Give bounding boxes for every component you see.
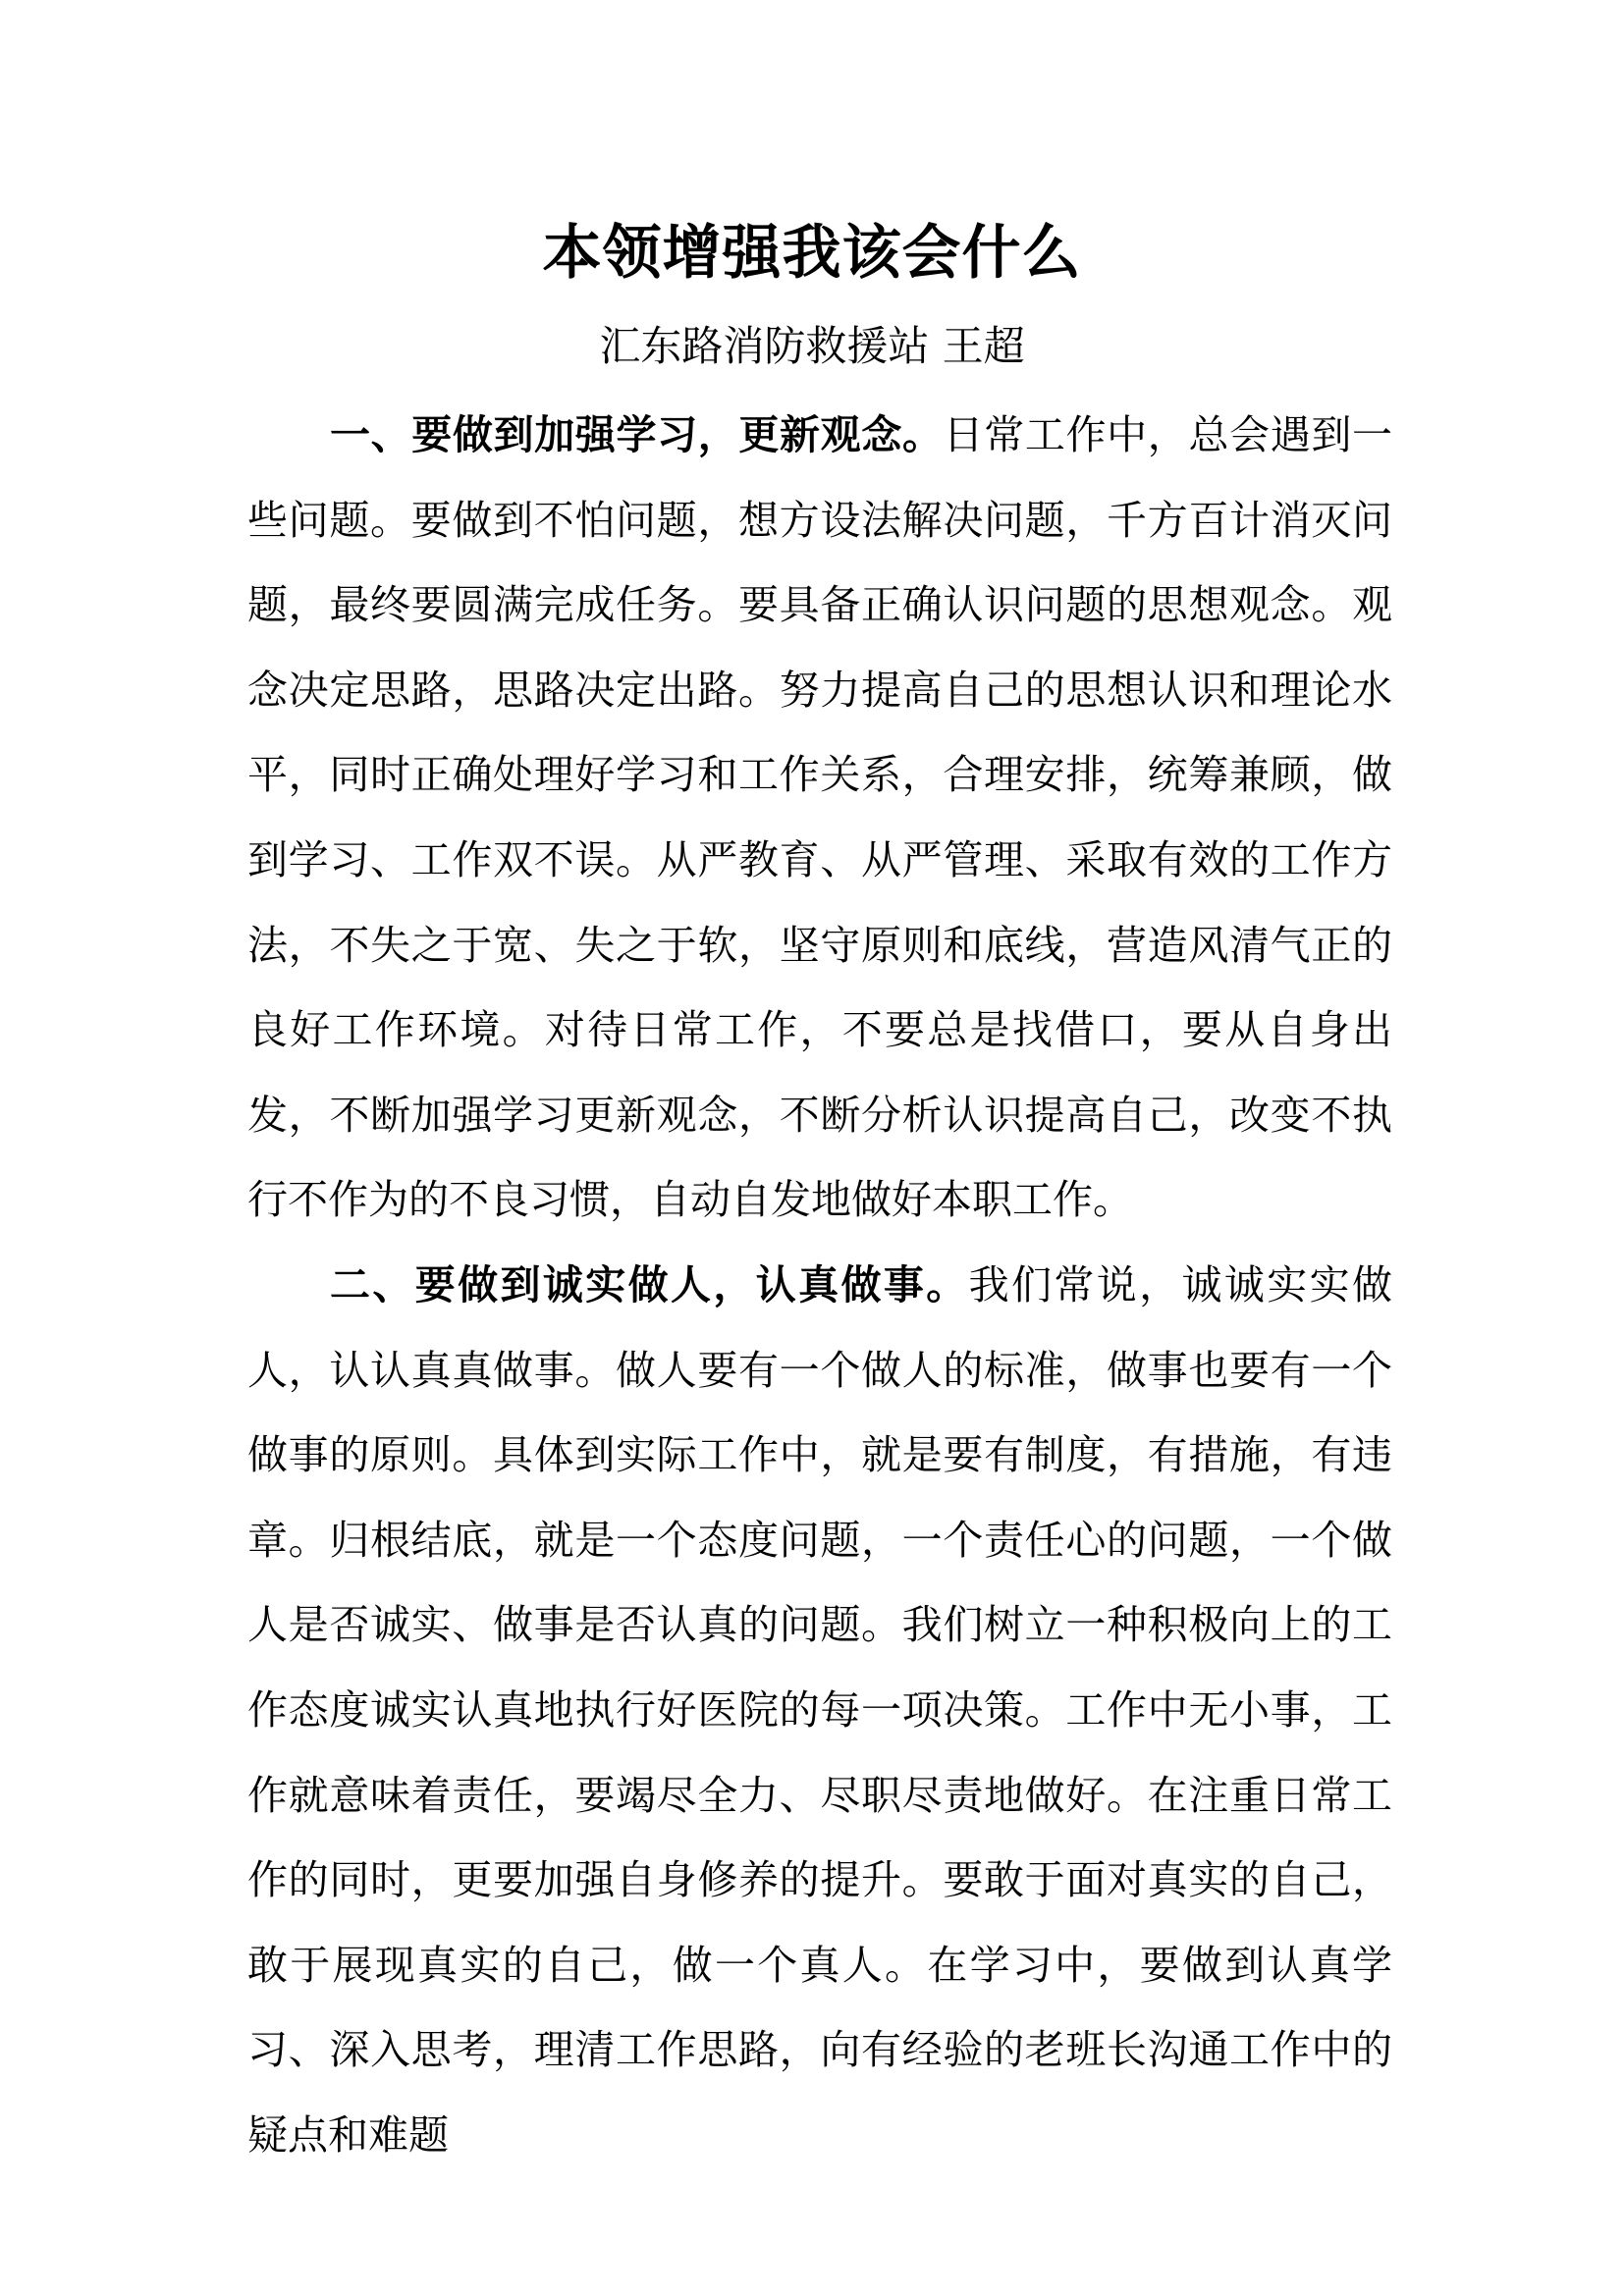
section-2-text: 我们常说，诚诚实实做人，认认真真做事。做人要有一个做人的标准，做事也要有一个做事的原则。具体到实际工作中，就是要有制度，有措施，有违章。归根结底，就是一个态度问题，一个责任心的问题，一个做人是否诚实、做事是否认真的问题。我们树立一种积极向上的工作态度诚实认真地执行好医院的每一项决策。工作中无小事，工作就意味着责任，要竭尽全力、尽职尽责地做好。在注重日常工作的同时，更要加强自身修养的提升。要敢于面对真实的自己，敢于展现真实的自己，做一个真人。在学习中，要做到认真学习、深入思考，理清工作思路，向有经验的老班长沟通工作中的疑点和难题 <box>247 1260 1392 2159</box>
document-title: 本领增强我该会什么 <box>542 219 1082 288</box>
section-1-heading: 一、要做到加强学习，更新观念。 <box>330 411 944 458</box>
section-1-text: 日常工作中，总会遇到一些问题。要做到不怕问题，想方设法解决问题，千方百计消灭问题，最终要圆满完成任务。要具备正确认识问题的思想观念。观念决定思路，思路决定出路。努力提高自己的思想认识和理论水平，同时正确处理好学习和工作关系，合理安排，统筹兼顾，做到学习、工作双不误。从严教育、从严管理、采取有效的工作方法，不失之于宽、失之于软，坚守原则和底线，营造风清气正的良好工作环境。对待日常工作，不要总是找借口，要从自身出发，不断加强学习更新观念，不断分析认识提高自己，改变不执行不作为的不良习惯，自动自发地做好本职工作。 <box>247 411 1393 1224</box>
section-2-heading: 二、要做到诚实做人，认真做事。 <box>330 1260 969 1308</box>
document-author: 汇东路消防救援站 王超 <box>599 322 1025 370</box>
document-body <box>247 393 1392 2177</box>
section-1-paragraph <box>247 393 1392 1243</box>
section-2-paragraph <box>247 1243 1392 2178</box>
